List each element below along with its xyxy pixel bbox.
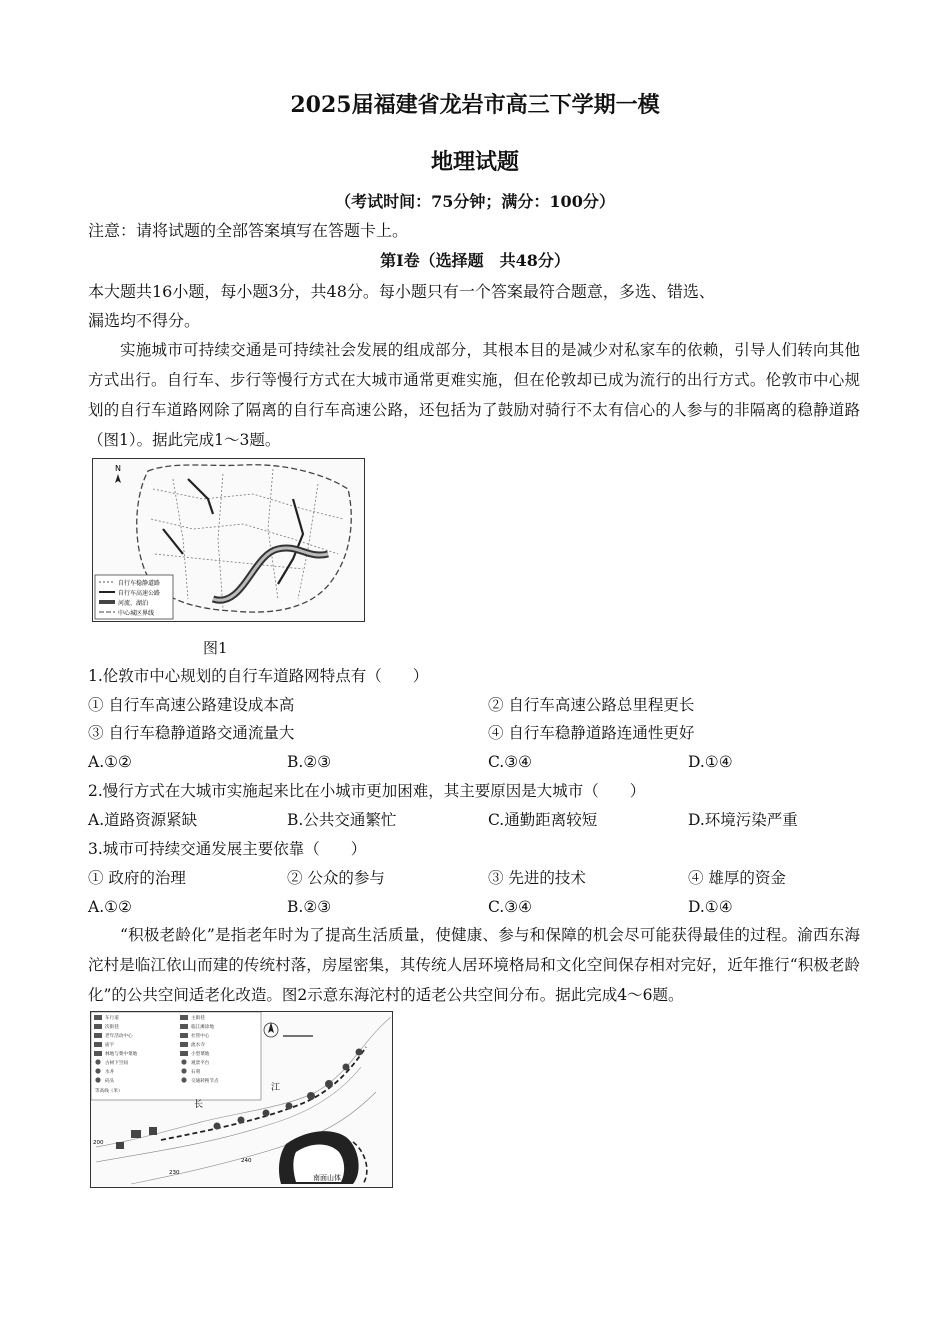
q3-item-1: ① 政府的治理 [88,869,186,887]
q3-item-4: ④ 雄厚的资金 [688,869,786,887]
q1-choice-d[interactable]: D.①④ [688,753,733,771]
legend-transfer-node: 交通转换节点 [191,1079,219,1084]
figure-2-map [90,1011,393,1188]
legend-road: 车行道 [105,1016,119,1021]
quiet-routes [151,469,343,609]
q2-choice-b[interactable]: B.公共交通繁忙 [287,811,397,829]
exam-title: 2025届福建省龙岩市高三下学期一模 [290,92,660,118]
notice: 注意：请将试题的全部答案填写在答题卡上。 [88,221,409,240]
mountain-label: 南面山体 [313,1174,341,1182]
q1-item-3: ③ 自行车稳静道路交通流量大 [88,724,295,742]
river-label-chang: 长 [194,1100,204,1110]
q2-choice-c[interactable]: C.通勤距离较短 [488,811,598,829]
legend-elder-center: 老年活动中心 [105,1034,133,1039]
legend-minor-lane: 次街巷 [105,1025,119,1030]
legend-river: 河流、湖泊 [118,600,149,607]
q1-choice-a[interactable]: A.①② [88,753,132,771]
contour-label-240: 240 [241,1158,252,1164]
legend-boundary: 中心城区界线 [118,610,155,617]
q1-item-2: ② 自行车高速公路总里程更长 [488,696,695,714]
q1-choice-c[interactable]: C.③④ [488,753,533,771]
instructions-line1: 本大题共16小题，每小题3分，共48分。每小题只有一个答案最符合题意，多选、错选、 [88,282,715,301]
legend-liushui-temple: 流水寺 [191,1043,205,1048]
q1-stem: 1.伦敦市中心规划的自行车道路网特点有（ ） [88,667,429,685]
q1-item-1: ① 自行车高速公路建设成本高 [88,696,295,714]
figure-1-caption: 图1 [203,639,228,657]
north-arrow-label: N [115,464,121,473]
exam-subtitle: 地理试题 [430,149,519,175]
figure-1-map [92,458,365,622]
q2-stem: 2.慢行方式在大城市实施起来比在小城市更加困难，其主要原因是大城市（ ） [88,782,646,800]
legend-well: 水井 [105,1070,115,1075]
q3-choice-a[interactable]: A.①② [88,898,132,916]
legend-temple: 庙宇 [105,1043,115,1048]
legend-viewpoint: 观景平台 [191,1061,210,1066]
legend-stone-carving: 石刻 [191,1070,201,1075]
q2-choice-d[interactable]: D.环境污染严重 [688,811,798,829]
q1-choice-b[interactable]: B.②③ [287,753,332,771]
passage-2: “积极老龄化”是指老年时为了提高生活质量，使健康、参与和保障的机会尽可能获得最佳的过程。渝西东海沱村是临江依山而建的传统村落，房屋密集，其传统人居环境格局和文化空间保存相对完好，近年推行“积极老龄化”的公共空间适老化改造。图2示意东海沱村的适老公共空间分布。据此完成4～6题。 [88,926,860,1004]
legend-mudflat: 临江滩涂地 [191,1025,214,1030]
q3-choice-c[interactable]: C.③④ [488,898,533,916]
q3-item-2: ② 公众的参与 [287,869,385,887]
q3-item-3: ③ 先进的技术 [488,869,586,887]
legend-superhighway: 自行车高速公路 [118,590,161,597]
instructions-line2: 漏选均不得分。 [88,311,201,330]
legend-quiet: 自行车稳静道路 [118,580,161,587]
contour-label-230: 230 [169,1170,180,1176]
contour-label-200: 200 [93,1140,104,1146]
legend-contour: 等高线（米） [95,1089,123,1094]
legend-woodland: 林地与菜中菜地 [105,1052,138,1057]
exam-info: （考试时间：75分钟；满分：100分） [335,192,615,211]
q3-choice-b[interactable]: B.②③ [287,898,332,916]
q2-choice-a[interactable]: A.道路资源紧缺 [88,811,198,829]
legend-main-lane: 主街巷 [191,1016,205,1021]
q3-choice-d[interactable]: D.①④ [688,898,733,916]
q3-stem: 3.城市可持续交通发展主要依靠（ ） [88,840,367,858]
q1-item-4: ④ 自行车稳静道路连通性更好 [488,724,695,742]
section-heading: 第Ⅰ卷（选择题 共48分） [380,251,570,270]
legend-old-tree: 古树下空间 [105,1061,128,1066]
north-arrow-icon [115,474,121,483]
legend-pier: 码头 [105,1079,115,1084]
legend-community-center: 社管中心 [191,1034,210,1039]
legend-small-garden: 小型菜地 [191,1052,210,1057]
cycle-superhighways [163,479,303,584]
thames-river [213,548,328,600]
passage-1: 实施城市可持续交通是可持续社会发展的组成部分，其根本目的是减少对私家车的依赖，引导人们转向其他方式出行。自行车、步行等慢行方式在大城市通常更难实施，但在伦敦却已成为流行的出行方式。伦敦市中心规划的自行车道路网除了隔离的自行车高速公路，还包括为了鼓励对骑行不太有信心的人参与的非隔离的稳静道路（图1）。据此完成1～3题。 [88,341,860,449]
river-label-jiang: 江 [271,1083,281,1093]
